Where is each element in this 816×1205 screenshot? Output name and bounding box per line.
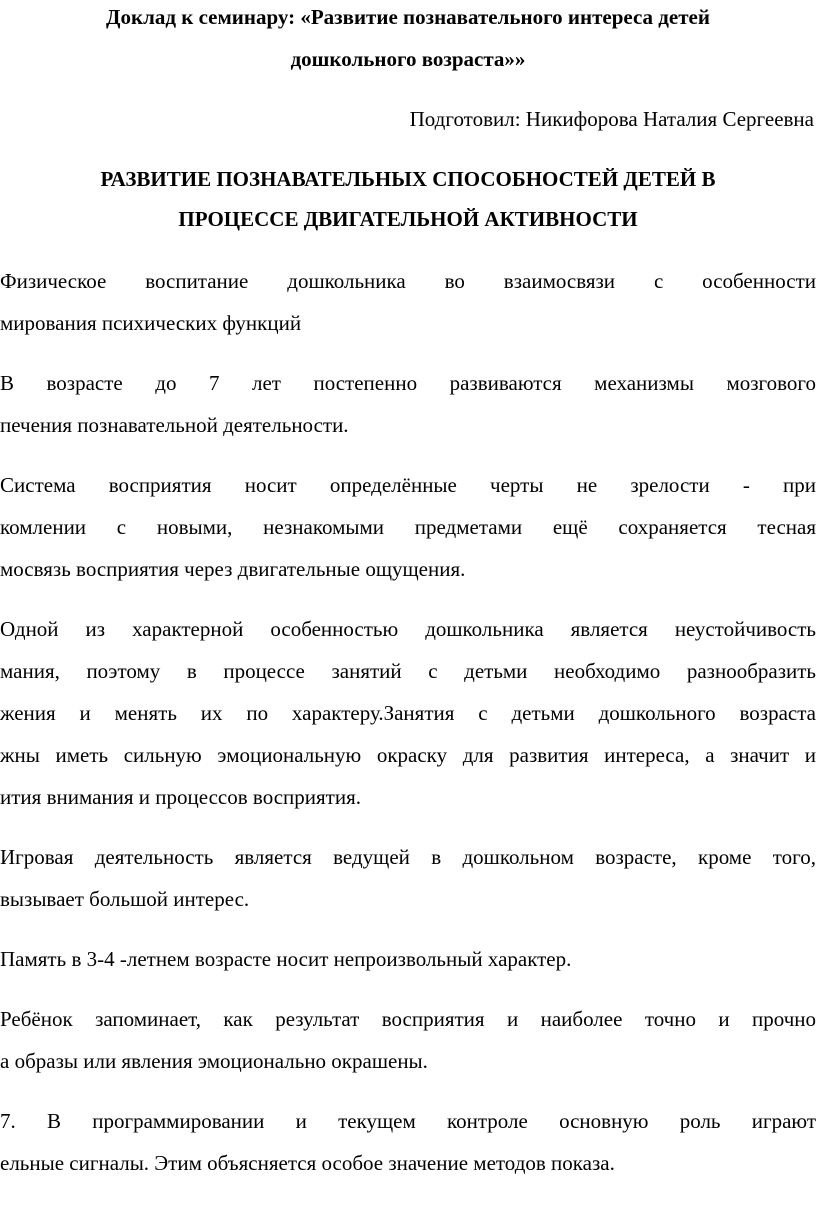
paragraph-line: печения познавательной деятельности. [0, 413, 349, 437]
paragraph-line: В возрасте до 7 лет постепенно развиваются механизмы мозгового [0, 371, 816, 395]
paragraph-line: ития внимания и процессов восприятия. [0, 785, 361, 809]
paragraph-line: Одной из характерной особенностью дошкольника является неустойчивость [0, 617, 816, 641]
paragraph-line: вызывает большой интерес. [0, 887, 250, 911]
paragraph-line: жны иметь сильную эмоциональную окраску для развития интереса, а значит и [0, 743, 816, 767]
document-title-line-1: Доклад к семинару: «Развитие познавательного интереса детей [106, 5, 710, 29]
paragraph-line: Память в 3-4 -летнем возрасте носит непроизвольный характер. [0, 947, 572, 971]
paragraph-line: 7. В программировании и текущем контроле основную роль играют [0, 1109, 816, 1133]
paragraph-line: а образы или явления эмоционально окрашены. [0, 1049, 428, 1073]
paragraph-line: мосвязь восприятия через двигательные ощущения. [0, 557, 466, 581]
paragraph-line: Система восприятия носит определённые черты не зрелости - при [0, 473, 816, 497]
paragraph-line: комлении с новыми, незнакомыми предметами ещё сохраняется тесная [0, 515, 816, 539]
section-heading-line-2: ПРОЦЕССЕ ДВИГАТЕЛЬНОЙ АКТИВНОСТИ [178, 207, 638, 231]
paragraph-line: жения и менять их по характеру.Занятия с детьми дошкольного возраста [0, 701, 816, 725]
paragraph-line: мирования психических функций [0, 311, 302, 335]
document-title-line-2: дошкольного возраста»» [290, 47, 526, 71]
paragraph-line: ельные сигналы. Этим объясняется особое значение методов показа. [0, 1151, 615, 1175]
paragraph-line: мания, поэтому в процессе занятий с детьми необходимо разнообразить [0, 659, 816, 683]
author-line: Подготовил: Никифорова Наталия Сергеевна [409, 107, 814, 131]
section-heading-line-1: РАЗВИТИЕ ПОЗНАВАТЕЛЬНЫХ СПОСОБНОСТЕЙ ДЕТЕЙ В [100, 167, 716, 191]
paragraph-line: Физическое воспитание дошкольника во взаимосвязи с особенности [0, 269, 816, 293]
paragraph-line: Ребёнок запоминает, как результат восприятия и наиболее точно и прочно [0, 1007, 816, 1031]
paragraph-line: Игровая деятельность является ведущей в дошкольном возрасте, кроме того, [0, 845, 816, 869]
